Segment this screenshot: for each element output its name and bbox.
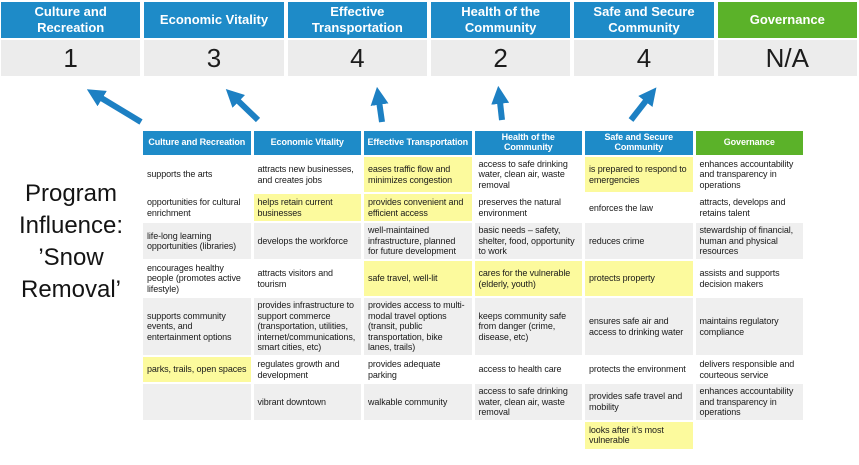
matrix-cell [254,422,365,451]
matrix-cell: maintains regulatory compliance [696,298,807,357]
matrix-cell: well-maintained infrastructure, planned for future development [364,223,475,261]
influence-matrix [143,131,806,451]
influence-arrow-transportation [378,94,382,122]
priority-header-cell: Safe and Secure Community [574,2,713,38]
priority-score: 2 [431,40,570,76]
matrix-cell: ensures safe air and access to drinking water [585,298,696,357]
priorities-header [1,2,857,38]
matrix-cell: parks, trails, open spaces [143,357,254,384]
matrix-cell: preserves the natural environment [475,194,586,223]
matrix-cell: protects the environment [585,357,696,384]
priority-header-cell: Health of the Community [431,2,570,38]
matrix-cell: provides adequate parking [364,357,475,384]
matrix-cell: enhances accountability and transparency in operations [696,384,807,422]
matrix-cell: delivers responsible and courteous service [696,357,807,384]
matrix-cell: enforces the law [585,194,696,223]
matrix-row [143,298,806,357]
matrix-cell [364,422,475,451]
matrix-row [143,384,806,422]
matrix-row [143,422,806,451]
matrix-cell: vibrant downtown [254,384,365,422]
priority-header-cell: Economic Vitality [144,2,283,38]
matrix-cell: supports community events, and entertainment options [143,298,254,357]
matrix-cell: protects property [585,261,696,299]
matrix-column-header: Safe and Secure Community [585,131,696,157]
matrix-cell: attracts new businesses, and creates jobs [254,157,365,195]
matrix-cell: attracts, develops and retains talent [696,194,807,223]
matrix-cell: keeps community safe from danger (crime, disease, etc) [475,298,586,357]
matrix-cell: access to safe drinking water, clean air, waste removal [475,157,586,195]
matrix-cell: supports the arts [143,157,254,195]
influence-arrow-culture [93,93,141,122]
matrix-cell: stewardship of financial, human and physical resources [696,223,807,261]
priority-header-cell: Culture and Recreation [1,2,140,38]
priority-score: 3 [144,40,283,76]
priority-header-cell: Governance [718,2,857,38]
influence-arrow-economic [231,94,258,120]
matrix-cell: walkable community [364,384,475,422]
priority-score: N/A [718,40,857,76]
matrix-column-header: Health of the Community [475,131,586,157]
matrix-column-header: Economic Vitality [254,131,365,157]
matrix-body [143,157,806,451]
matrix-cell: provides convenient and efficient access [364,194,475,223]
matrix-row [143,357,806,384]
priority-scores [1,40,857,76]
matrix-cell: provides access to multi-modal travel options (transit, public transportation, bike lanes, trails) [364,298,475,357]
matrix-cell [696,422,807,451]
matrix-header [143,131,806,157]
matrix-cell: looks after it’s most vulnerable [585,422,696,451]
matrix-cell [475,422,586,451]
matrix-cell: opportunities for cultural enrichment [143,194,254,223]
influence-arrow-health [499,93,502,120]
priority-score: 4 [288,40,427,76]
matrix-cell: eases traffic flow and minimizes congestion [364,157,475,195]
matrix-cell [143,384,254,422]
matrix-cell: safe travel, well-lit [364,261,475,299]
matrix-row [143,157,806,195]
matrix-cell: regulates growth and development [254,357,365,384]
matrix-cell: assists and supports decision makers [696,261,807,299]
matrix-row [143,194,806,223]
matrix-column-header: Effective Transportation [364,131,475,157]
matrix-cell: access to health care [475,357,586,384]
matrix-column-header: Culture and Recreation [143,131,254,157]
matrix-cell: provides infrastructure to support commerce (transportation, utilities, internet/communications, smart cities, etc) [254,298,365,357]
priority-score: 1 [1,40,140,76]
matrix-cell: access to safe drinking water, clean air, waste removal [475,384,586,422]
matrix-cell: attracts visitors and tourism [254,261,365,299]
matrix-cell: develops the workforce [254,223,365,261]
matrix-cell [143,422,254,451]
matrix-cell: helps retain current businesses [254,194,365,223]
program-influence-label: Program Influence: ’Snow Removal’ [18,180,124,303]
matrix-cell: basic needs – safety, shelter, food, opportunity to work [475,223,586,261]
influence-arrow-safe [631,93,652,120]
matrix-row [143,223,806,261]
matrix-cell: cares for the vulnerable (elderly, youth) [475,261,586,299]
matrix-cell: is prepared to respond to emergencies [585,157,696,195]
matrix-cell: life-long learning opportunities (libraries) [143,223,254,261]
matrix-cell: encourages healthy people (promotes active lifestyle) [143,261,254,299]
matrix-column-header: Governance [696,131,807,157]
matrix-cell: reduces crime [585,223,696,261]
matrix-cell: enhances accountability and transparency in operations [696,157,807,195]
matrix-cell: provides safe travel and mobility [585,384,696,422]
priority-header-cell: Effective Transportation [288,2,427,38]
matrix-row [143,261,806,299]
priority-score: 4 [574,40,713,76]
